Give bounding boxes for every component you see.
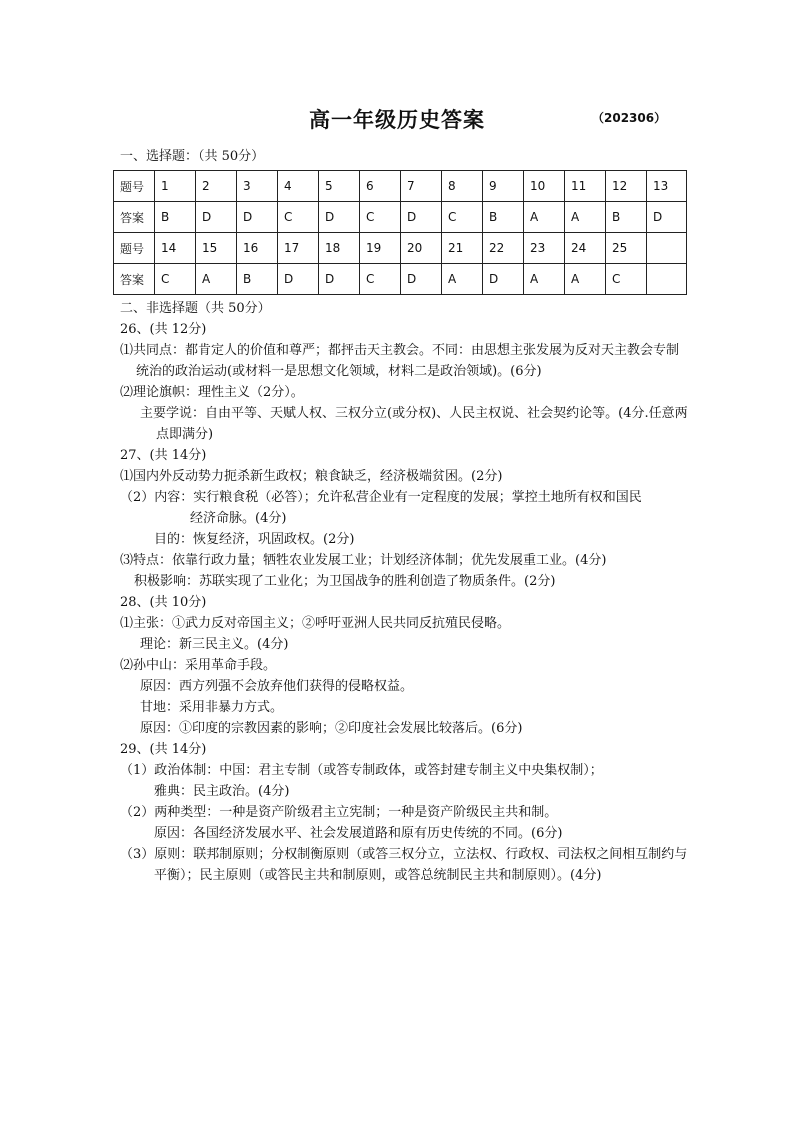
section2 — [120, 298, 690, 886]
answer-table-cell: A — [524, 202, 565, 233]
answer-table-cell: 13 — [647, 171, 687, 202]
q29-part1a: （1）政治体制：中国：君主专制（或答专制政体，或答封建专制主义中央集权制）； — [120, 763, 603, 778]
answer-table-cell: B — [237, 264, 278, 295]
q27-part1: ⑴国内外反动势力扼杀新生政权；粮食缺乏，经济极端贫困。(2分) — [120, 469, 503, 484]
answer-table-cell: 22 — [483, 233, 524, 264]
q29-part2b: 原因：各国经济发展水平、社会发展道路和原有历史传统的不同。(6分) — [154, 826, 563, 841]
answer-table-cell: D — [319, 264, 360, 295]
answer-table-row — [114, 202, 687, 233]
answer-table-cell: 7 — [401, 171, 442, 202]
q26-heading: 26、(共 12分) — [120, 322, 207, 337]
answer-table-cell: 18 — [319, 233, 360, 264]
answer-table-cell: 11 — [565, 171, 606, 202]
q27-part3a: ⑶特点：依靠行政力量；牺牲农业发展工业；计划经济体制；优先发展重工业。(4分) — [120, 553, 607, 568]
answer-table-cell: 3 — [237, 171, 278, 202]
date-label: （202306） — [592, 111, 667, 125]
page-title: 高一年级历史答案 — [309, 108, 485, 132]
answer-table-cell: C — [606, 264, 647, 295]
answer-table-cell: D — [483, 264, 524, 295]
q28-part2d: 原因：①印度的宗教因素的影响；②印度社会发展比较落后。(6分) — [140, 721, 523, 736]
answer-table-cell: C — [278, 202, 319, 233]
answer-table-cell: A — [524, 264, 565, 295]
answer-table-cell: D — [647, 202, 687, 233]
q28-part2b: 原因：西方列强不会放弃他们获得的侵略权益。 — [140, 679, 414, 694]
answer-table-cell: 8 — [442, 171, 483, 202]
answer-table-cell: B — [606, 202, 647, 233]
q27-part2c: 目的：恢复经济，巩固政权。(2分) — [154, 532, 355, 547]
q26-part2a: ⑵理论旗帜：理性主义（2分）。 — [120, 385, 304, 400]
q29-part3: （3）原则：联邦制原则；分权制衡原则（或答三权分立，立法权、行政权、司法权之间相互制约与平衡）；民主原则（或答民主共和制原则，或答总统制民主共和制原则）。(4分) — [120, 847, 688, 883]
answer-table-cell: 10 — [524, 171, 565, 202]
answer-table-cell: D — [401, 202, 442, 233]
q28-part2a: ⑵孙中山：采用革命手段。 — [120, 658, 277, 673]
answer-table-row-label: 题号 — [114, 171, 155, 202]
answer-table-cell: 12 — [606, 171, 647, 202]
answer-table-row — [114, 171, 687, 202]
answer-table-cell: D — [237, 202, 278, 233]
q28-part1a: ⑴主张：①武力反对帝国主义；②呼吁亚洲人民共同反抗殖民侵略。 — [120, 616, 511, 631]
answer-table-cell: 14 — [155, 233, 196, 264]
q26-part2b: 主要学说：自由平等、天赋人权、三权分立(或分权)、人民主权说、社会契约论等。(4分.任意两点即满分) — [140, 406, 688, 442]
answer-table-cell — [647, 264, 687, 295]
answer-table-row-label: 题号 — [114, 233, 155, 264]
answer-table-cell: 20 — [401, 233, 442, 264]
q27-heading: 27、(共 14分) — [120, 448, 207, 463]
answer-table-cell: 19 — [360, 233, 401, 264]
answer-table-cell — [647, 233, 687, 264]
q28-heading: 28、(共 10分) — [120, 595, 207, 610]
answer-table-cell: 17 — [278, 233, 319, 264]
q29-part1b: 雅典：民主政治。(4分) — [154, 784, 290, 799]
answer-table-row-label: 答案 — [114, 264, 155, 295]
answer-table-cell: 23 — [524, 233, 565, 264]
q29-part2a: （2）两种类型：一种是资产阶级君主立宪制；一种是资产阶级民主共和制。 — [120, 805, 558, 820]
q28-part2c: 甘地：采用非暴力方式。 — [140, 700, 284, 715]
q27-part2b: 经济命脉。(4分) — [190, 511, 287, 526]
q27-part3b: 积极影响：苏联实现了工业化；为卫国战争的胜利创造了物质条件。(2分) — [134, 574, 556, 589]
answer-table-cell: D — [401, 264, 442, 295]
answer-table-row — [114, 233, 687, 264]
answer-table-cell: 25 — [606, 233, 647, 264]
answer-table-cell: C — [155, 264, 196, 295]
answer-table-cell: A — [196, 264, 237, 295]
answer-table-cell: A — [442, 264, 483, 295]
section1-heading: 一、选择题：（共 50分） — [120, 149, 265, 164]
answer-table-cell: 24 — [565, 233, 606, 264]
answer-table-cell: C — [360, 264, 401, 295]
answer-table-cell: 15 — [196, 233, 237, 264]
answer-table-cell: D — [196, 202, 237, 233]
answer-table-cell: 9 — [483, 171, 524, 202]
answer-table-cell: B — [483, 202, 524, 233]
answer-table-cell: B — [155, 202, 196, 233]
q29-heading: 29、(共 14分) — [120, 742, 207, 757]
q28-part1b: 理论：新三民主义。(4分) — [140, 637, 289, 652]
answer-table-cell: D — [278, 264, 319, 295]
answer-table-cell: A — [565, 264, 606, 295]
answer-table-cell: C — [360, 202, 401, 233]
answer-table-cell: A — [565, 202, 606, 233]
answer-table-cell: 2 — [196, 171, 237, 202]
answer-table-row-label: 答案 — [114, 202, 155, 233]
q27-part2a: （2）内容：实行粮食税（必答）；允许私营企业有一定程度的发展；掌控土地所有权和国民 — [120, 490, 642, 505]
section2-heading: 二、非选择题（共 50分） — [120, 301, 271, 316]
answer-table-cell: 6 — [360, 171, 401, 202]
answer-table-cell: 4 — [278, 171, 319, 202]
answer-table-cell: D — [319, 202, 360, 233]
answer-table-cell: C — [442, 202, 483, 233]
q26-part1: ⑴共同点：都肯定人的价值和尊严；都抨击天主教会。不同：由思想主张发展为反对天主教会专制统治的政治运动(或材料一是思想文化领域，材料二是政治领域)。(6分) — [120, 343, 680, 379]
answer-table-cell: 21 — [442, 233, 483, 264]
answer-table-cell: 1 — [155, 171, 196, 202]
answer-table-cell: 16 — [237, 233, 278, 264]
answer-table — [113, 170, 687, 295]
answer-table-row — [114, 264, 687, 295]
answer-table-cell: 5 — [319, 171, 360, 202]
